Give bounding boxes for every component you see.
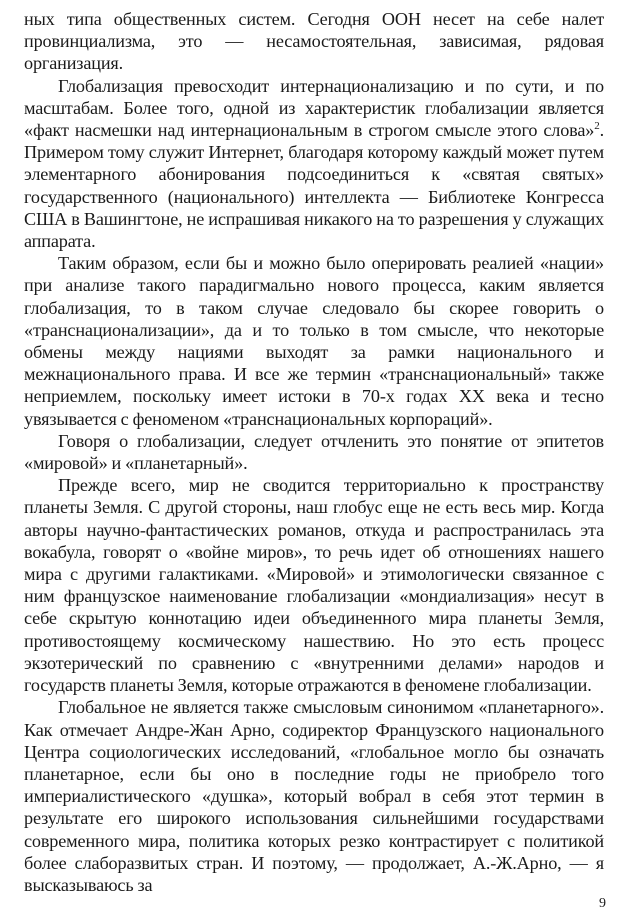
paragraph-2 [24, 75, 604, 253]
paragraph-2-text-after: . Примером тому служит Интернет, благодаря которому каждый может путем элементарного абонирования подсоединиться к «святая святых» государственного (национального) интеллекта — Библиотеке Конгресса США в Вашингтоне, не испрашивая никакого на то разрешения у служащих аппарата. [24, 120, 604, 252]
footnote-marker: 2 [594, 119, 600, 132]
paragraph-6 [24, 696, 604, 896]
paragraph-1-text: ных типа общественных систем. Сегодня ООН несет на себе налет провинциализма, это — несамостоятельная, зависимая, рядовая организация. [24, 9, 604, 74]
paragraph-3-text: Таким образом, если бы и можно было оперировать реалией «нации» при анализе такого парадигмально нового процесса, каким является глобализация, то в таком случае следовало бы скорее говорить о «транснационализации», да и то только в том смысле, что некоторые обмены между нациями выходят за рамки национального и межнационального права. И все же термин «транснациональный» также неприемлем, поскольку имеет истоки в 70-х годах XX века и тесно увязывается с феноменом «транснациональных корпораций». [24, 253, 604, 429]
body-text [24, 8, 604, 896]
paragraph-5-text: Прежде всего, мир не сводится территориально к пространству планеты Земля. С другой стороны, наш глобус еще не есть весь мир. Когда авторы научно-фантастических романов, откуда и распространилась эта вокабула, говорят о «войне миров», то речь идет об отношениях нашего мира с другими галактиками. «Мировой» и этимологически связанное с ним французское наименование глобализации «мондиализация» несут в себе скрытую коннотацию идеи объединенного мира планеты Земля, противостоящему космическому нашествию. Но это есть процесс экзотерический по сравнению с «внутренними делами» народов и государств планеты Земля, которые отражаются в феномене глобализации. [24, 475, 604, 696]
paragraph-2-text-before: Глобализация превосходит интернационализацию и по сути, и по масштабам. Более того, одной из характеристик глобализации является «факт насмешки над интернациональным в строгом смысле этого слова» [24, 75, 604, 141]
page-number: 9 [599, 896, 606, 911]
paragraph-1 [24, 8, 604, 75]
paragraph-4 [24, 430, 604, 474]
paragraph-4-text: Говоря о глобализации, следует отчленить это понятие от эпитетов «мировой» и «планетарный». [24, 430, 604, 474]
paragraph-3 [24, 252, 604, 430]
paragraph-6-text: Глобальное не является также смысловым синонимом «планетарного». Как отмечает Андре-Жан Арно, содиректор Французского национального Центра социологических исследований, «глобальное могло бы означать планетарное, если бы оно в последние годы не приобрело того империалистического «душка», который вобрал в себя этот термин в результате его широкого использования сильнейшими государствами современного мира, политика которых резко контрастирует с политикой более слаборазвитых стран. И поэтому, — продолжает, А.-Ж.Арно, — я высказываюсь за [24, 697, 604, 895]
paragraph-5 [24, 474, 604, 696]
